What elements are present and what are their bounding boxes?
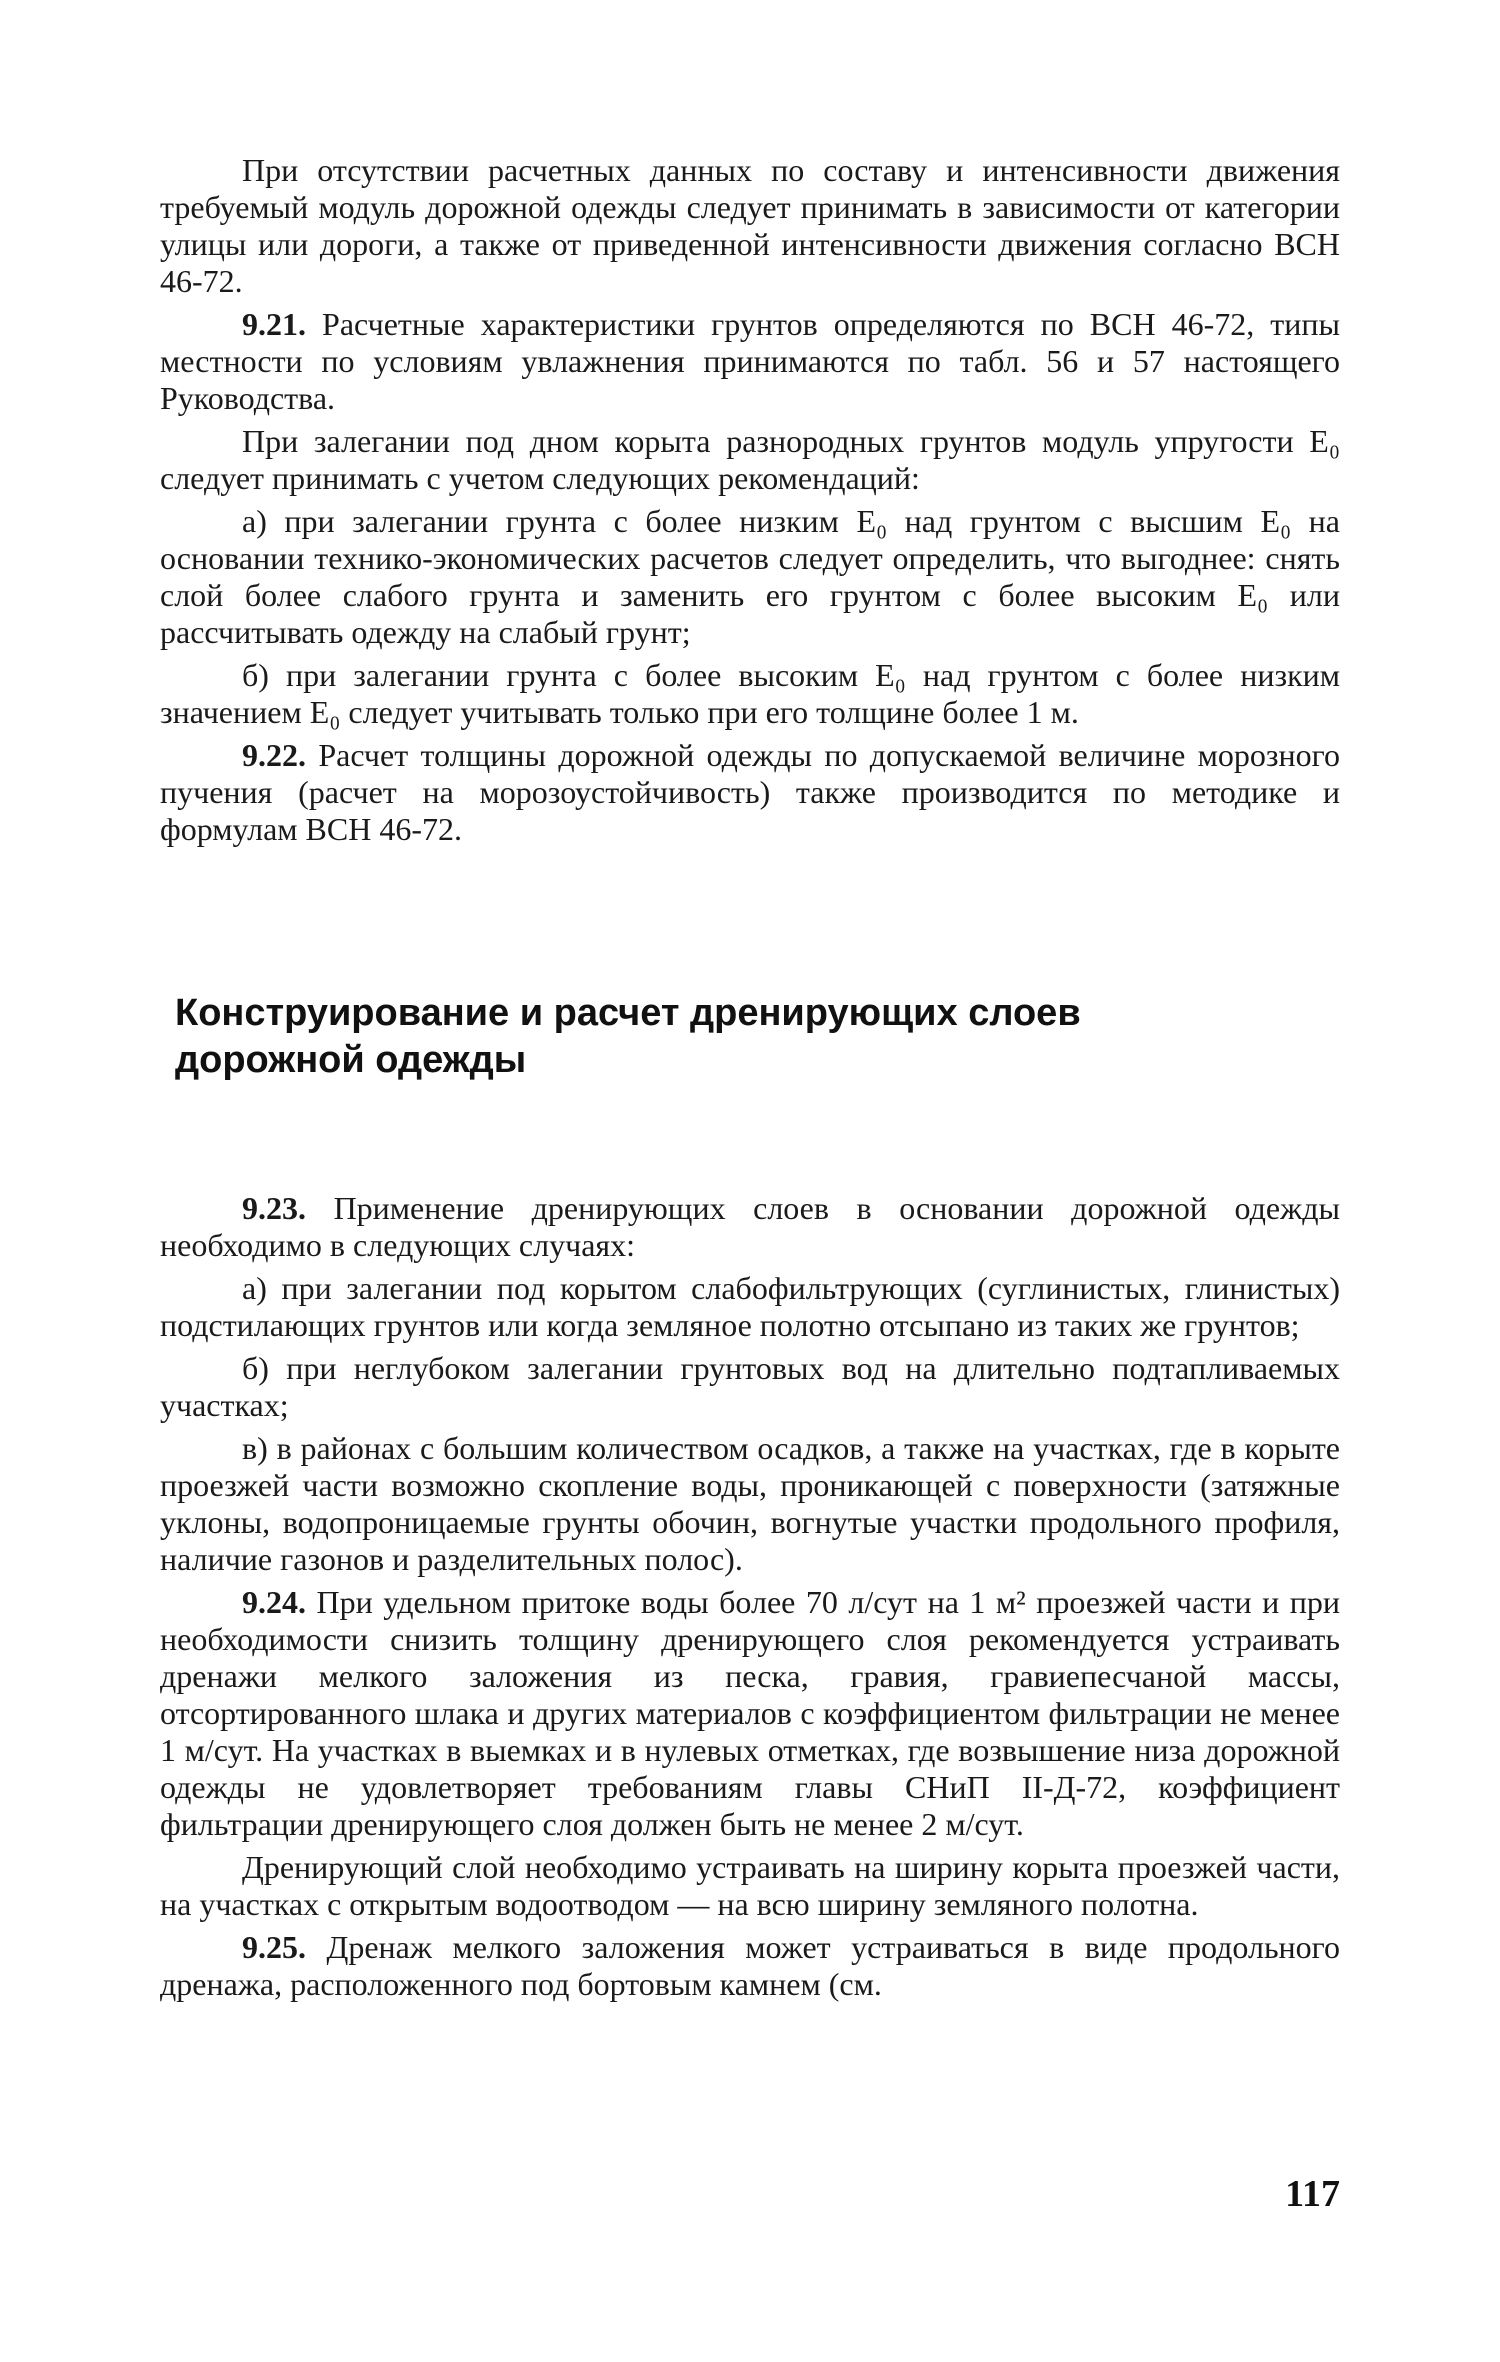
paragraph [160, 657, 1340, 731]
page-number: 117 [1285, 2173, 1340, 2215]
paragraph [160, 737, 1340, 848]
top-text-block [160, 152, 1340, 854]
paragraph-text: а) при залегании грунта с более низким E₀ над грунтом с высшим E₀ на основании технико-экономических расчетов следует определить, что выгоднее: снять слой более слабого грунта и заменить его грунтом с более высоким E₀ или рассчитывать одежду на слабый грунт; [160, 503, 1340, 650]
paragraph [160, 1430, 1340, 1578]
paragraph-text: Дренирующий слой необходимо устраивать на ширину корыта проезжей части, на участках с открытым водоотводом — на всю ширину земляного полотна. [160, 1849, 1340, 1922]
paragraph [160, 152, 1340, 300]
paragraph-text: Применение дренирующих слоев в основании дорожной одежды необходимо в следующих случаях: [160, 1190, 1341, 1263]
paragraph [160, 1270, 1340, 1344]
clause-number: 9.21. [242, 306, 306, 342]
clause-number: 9.24. [242, 1584, 306, 1620]
paragraph [160, 503, 1340, 651]
paragraph-text: в) в районах с большим количеством осадков, а также на участках, где в корыте проезжей части возможно скопление воды, проникающей с поверхности (затяжные уклоны, водопроницаемые грунты обочин, вогнутые участки продольного профиля, наличие газонов и разделительных полос). [160, 1430, 1340, 1577]
paragraph-text: При залегании под дном корыта разнородных грунтов модуль упругости E₀ следует принимать с учетом следующих рекомендаций: [160, 423, 1340, 496]
clause-number: 9.22. [242, 737, 306, 773]
paragraph [160, 1929, 1340, 2003]
paragraph [160, 1190, 1340, 1264]
paragraph [160, 1849, 1340, 1923]
paragraph [160, 1584, 1340, 1843]
clause-number: 9.23. [242, 1190, 306, 1226]
clause-number: 9.25. [242, 1929, 306, 1965]
paragraph-text: При отсутствии расчетных данных по составу и интенсивности движения требуемый модуль дорожной одежды следует принимать в зависимости от категории улицы или дороги, а также от приведенной интенсивности движения согласно ВСН 46-72. [160, 152, 1340, 299]
section-heading: Конструирование и расчет дренирующих слоев дорожной одежды [175, 992, 1081, 1081]
paragraph-text: Расчет толщины дорожной одежды по допускаемой величине морозного пучения (расчет на морозоустойчивость) также производится по методике и формулам ВСН 46-72. [160, 737, 1341, 847]
paragraph-text: Дренаж мелкого заложения может устраиваться в виде продольного дренажа, расположенного под бортовым камнем (см. [160, 1929, 1340, 2002]
section-text-block [160, 1190, 1340, 2009]
paragraph-text: Расчетные характеристики грунтов определяются по ВСН 46-72, типы местности по условиям увлажнения принимаются по табл. 56 и 57 настоящего Руководства. [160, 306, 1340, 416]
paragraph-text: б) при неглубоком залегании грунтовых вод на длительно подтапливаемых участках; [160, 1350, 1340, 1423]
paragraph-text: При удельном притоке воды более 70 л/сут на 1 м² проезжей части и при необходимости снизить толщину дренирующего слоя рекомендуется устраивать дренажи мелкого заложения из песка, гравия, гравиепесчаной массы, отсортированного шлака и других материалов с коэффициентом фильтрации не менее 1 м/сут. На участках в выемках и в нулевых отметках, где возвышение низа дорожной одежды не удовлетворяет требованиям главы СНиП II-Д-72, коэффициент фильтрации дренирующего слоя должен быть не менее 2 м/сут. [160, 1584, 1341, 1842]
paragraph [160, 1350, 1340, 1424]
paragraph-text: а) при залегании под корытом слабофильтрующих (суглинистых, глинистых) подстилающих грунтов или когда земляное полотно отсыпано из таких же грунтов; [160, 1270, 1340, 1343]
paragraph-text: б) при залегании грунта с более высоким E₀ над грунтом с более низким значением E₀ следует учитывать только при его толщине более 1 м. [160, 657, 1340, 730]
paragraph [160, 306, 1340, 417]
paragraph [160, 423, 1340, 497]
